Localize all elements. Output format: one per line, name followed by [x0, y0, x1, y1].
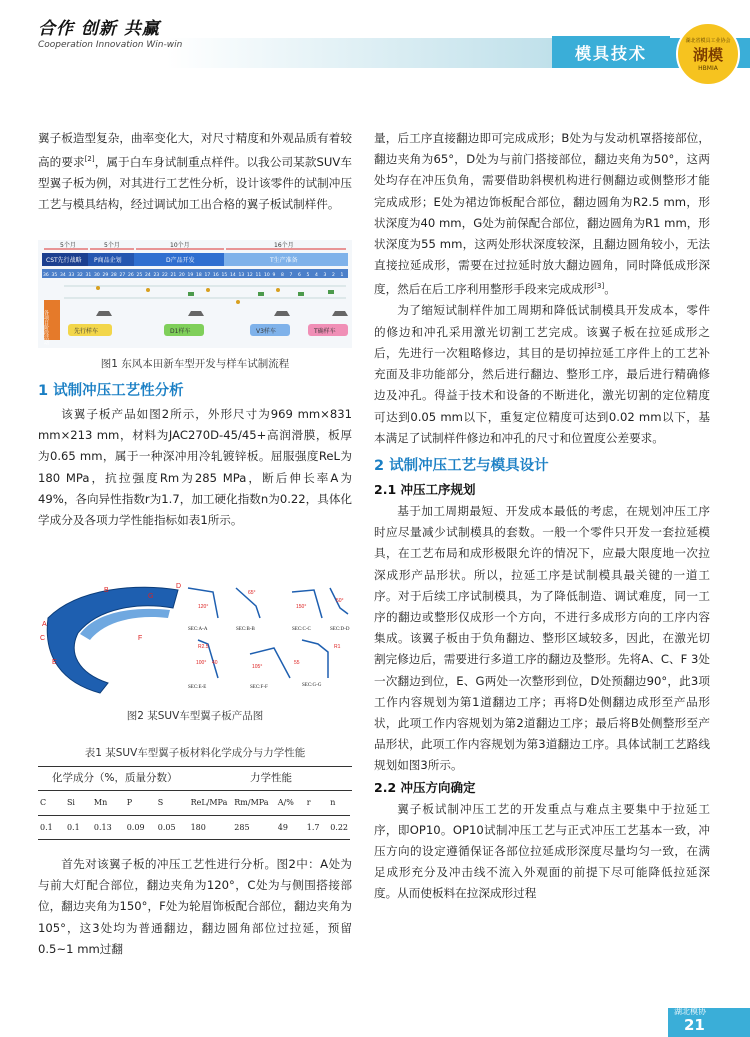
footer-journal: 湖北模协 [674, 1007, 706, 1016]
month-tick: 6 [298, 273, 301, 278]
table-header: C [40, 798, 47, 808]
right-para-3: 基于加工周期最短、开发成本最低的考虑，在规划冲压工序时应尽量减少试制模具的套数。一般一个零件只开发一套拉延模具，在工艺布局和成形极限允许的情况下，应最大限度地一次拉深成形产品形状。所以，拉延工序是试制模具最关键的一道工序。对于后续工序试制模具，为了降低制造、调试难度，同一工序的翻边或整形仅成形一个方向，不进行多成形方向的工序内容集成。该翼子板由于负角翻边、整形区域较多，因此，在激光切割完修边后，需要进行多道工序的翻边及整形。先将A、C、F 3处一次翻边到位，E、G两处一次整形到位，D处预翻边90°，此3项工作内容规划为第1道翻边工序；再将D处侧翻边成形至产品形状，此项工作内容规划为第2道翻边工序；最后将B处侧整形至产品形状，此项工作内容规划为第3道翻边工序。具体试制工艺路线规划如图3所示。 [374, 503, 710, 773]
header-slogan: 合作 创新 共赢 [38, 19, 160, 39]
table-header: r [306, 798, 311, 808]
month-tick: 16 [213, 273, 219, 278]
phase-label: 10个月 [170, 242, 190, 249]
angle-label: 120° [198, 604, 209, 610]
table-cell: 49 [277, 822, 288, 832]
month-tick: 7 [289, 273, 293, 278]
table-1-grid [38, 791, 350, 840]
table-cell: 0.22 [330, 822, 348, 832]
section-label: SEC:B-B [236, 627, 255, 632]
month-tick: 1 [340, 273, 344, 278]
table-header-row [38, 791, 350, 815]
figure-2 [38, 578, 352, 696]
table-cell: 0.1 [66, 822, 80, 832]
side-label: 各项目阶段活动 [43, 310, 49, 345]
month-tick: 20 [179, 273, 185, 278]
table-group-chem: 化学成分（%，质量分数） [52, 772, 178, 784]
angle-label: 105° [252, 664, 263, 670]
table-cell: 0.13 [93, 822, 112, 832]
month-tick: 32 [77, 273, 83, 278]
figure-1-caption: 图1 东风本田新车型开发与样车试制流程 [100, 358, 290, 370]
table-cell: 1.7 [306, 822, 320, 832]
month-tick: 22 [162, 273, 168, 278]
month-tick: 28 [111, 273, 117, 278]
table-1 [38, 766, 352, 840]
phase-label: 5个月 [104, 242, 120, 249]
month-tick: 3 [323, 273, 327, 278]
month-tick: 18 [196, 273, 202, 278]
table-header: n [330, 798, 336, 808]
phase-label: 16个月 [274, 242, 294, 249]
table-header: A/% [277, 798, 294, 808]
right-column [374, 128, 710, 905]
month-tick: 10 [264, 273, 270, 278]
point-label: D [176, 583, 182, 590]
logo-text-top: 湖北省模具工业协会 [685, 37, 731, 44]
point-label: G [148, 593, 154, 600]
table-header: ReL/MPa [190, 798, 228, 808]
point-label: F [138, 635, 143, 642]
month-tick: 29 [102, 273, 109, 278]
angle-label: 50° [336, 598, 344, 604]
point-label: C [40, 635, 46, 642]
table-header: P [126, 798, 133, 808]
month-tick: 2 [332, 273, 335, 278]
point-label: A [42, 621, 47, 628]
car-label: 先行样车 [74, 328, 99, 335]
figure-2-caption: 图2 某SUV车型翼子板产品图 [126, 710, 264, 722]
month-tick: 36 [43, 273, 49, 278]
point-label: E [52, 659, 57, 666]
month-tick: 9 [272, 273, 276, 278]
car-label: D1样车 [170, 328, 191, 335]
left-para-3: 首先对该翼子板的冲压工艺性进行分析。图2中：A处为与前大灯配合部位，翻边夹角为120°，C处为与侧围搭接部位，翻边夹角为150°，F处为轮眉饰板配合部位，翻边夹角为105°，这3处均为普通翻边，翻边圆角部位过拉延，预留0.5~1 mm过翻 [38, 857, 352, 956]
section-2-1-title: 2.1 冲压工序规划 [374, 481, 476, 497]
dim-label: 40 [212, 660, 218, 666]
month-tick: 31 [85, 273, 92, 278]
month-tick: 26 [128, 273, 134, 278]
angle-label: 100° [196, 660, 207, 666]
dim-label: 55 [294, 660, 300, 666]
month-tick: 13 [238, 273, 245, 278]
dev-flow-diagram [38, 240, 352, 348]
month-tick: 27 [119, 273, 126, 278]
section-1-title: 1 试制冲压工艺性分析 [38, 383, 184, 399]
section-label: SEC:E-E [188, 685, 207, 690]
table-group-mech: 力学性能 [250, 772, 292, 784]
section-2-title: 2 试制冲压工艺与模具设计 [374, 457, 549, 474]
logo-mark: 湖模 [692, 45, 723, 64]
car-label: T确样车 [314, 328, 336, 335]
section-2-2-title: 2.2 冲压方向确定 [374, 779, 476, 795]
table-row [38, 815, 350, 839]
table-header: Rm/MPa [234, 798, 269, 808]
month-tick: 25 [136, 273, 143, 278]
association-logo [676, 22, 740, 86]
month-tick: 35 [51, 273, 58, 278]
car-icon [96, 311, 348, 316]
table-cell: 0.1 [40, 822, 53, 832]
table-header: Si [66, 798, 75, 808]
table-1-caption: 表1 某SUV车型翼子板材料化学成分与力学性能 [84, 747, 306, 759]
month-tick: 34 [60, 273, 66, 278]
page-number: 21 [684, 1016, 705, 1034]
left-para-2: 该翼子板产品如图2所示，外形尺寸为969 mm×831 mm×213 mm，材料为JAC270D-45/45+高润滑膜，板厚为0.65 mm，属于一种深冲用冷轧镀锌板。屈服强度ReL为180 MPa，抗拉强度Rm为285 MPa，断后伸长率A为49%，各向异性指数r为1.7，加工硬化指数n为0.22，具体化学成分及各项力学性能指标如表1所示。 [38, 407, 353, 528]
section-label: SEC:A-A [188, 627, 208, 632]
logo-text-main: HBMIA [698, 64, 718, 72]
month-tick: 30 [94, 273, 100, 278]
month-tick: 15 [221, 273, 228, 278]
month-tick: 19 [187, 273, 194, 278]
month-tick: 24 [145, 273, 151, 278]
table-cell: 0.05 [157, 822, 176, 832]
car-label: V3样车 [256, 328, 276, 335]
angle-label: 150° [296, 604, 307, 610]
stage-label: P商品企划 [94, 257, 122, 264]
section-badge: 模具技术 [552, 36, 670, 68]
month-tick: 14 [230, 273, 236, 278]
table-header: Mn [93, 798, 108, 808]
section-label: SEC:G-G [302, 683, 322, 688]
month-tick: 33 [68, 273, 75, 278]
stage-label: T生产准备 [270, 257, 298, 264]
ref-2: [2] [84, 155, 95, 164]
left-bottom [38, 854, 352, 960]
month-tick: 5 [306, 273, 310, 278]
right-para-1: 量，后工序直接翻边即可完成成形；B处为与发动机罩搭接部位，翻边夹角为65°，D处为与前门搭接部位，翻边夹角为50°，这两处均存在冲压负角，需要借助斜楔机构进行侧翻边或侧整形才能完成成形；E处为裙边饰板配合部位，翻边圆角为R2.5 mm，形状深度为40 mm，G处为前保配合部位，翻边圆角为R1 mm，形状深度为55 mm，这两处形状深度较深，且翻边圆角较小，无法直接拉延成形，需要在过拉延时放大翻边圆角，同时降低成形深度，然后在后工序利用整形手段来完成成形[3]。 [374, 131, 710, 297]
section-label: SEC:F-F [250, 685, 268, 690]
phase-label: 5个月 [60, 242, 76, 249]
right-para-4: 翼子板试制冲压工艺的开发重点与难点主要集中于拉延工序，即OP10。OP10试制冲压工艺与正式冲压工艺基本一致，冲压方向的设定遵循保证各部位拉延成形深度尽量均匀一致，在满足成形充分及冲击线不流入外观面的前提下尽可能降低拉延深度。从而使板料在拉深成形过程 [374, 801, 710, 901]
stage-label: CST先行战略 [46, 257, 82, 264]
month-tick: 21 [170, 273, 177, 278]
month-tick: 4 [315, 273, 318, 278]
table-header: S [157, 798, 164, 808]
left-section-1 [38, 380, 352, 531]
month-tick: 17 [204, 273, 211, 278]
dim-label: R2.5 [198, 644, 209, 650]
right-para-2: 为了缩短试制样件加工周期和降低试制模具开发成本，零件的修边和冲孔采用激光切割工艺完成。该翼子板在拉延成形之后，先进行一次粗略修边，其目的是切掉拉延工序件上的工艺补充面及非功能部分，然后进行翻边、整形工序，最后进行精确修边及冲孔。得益于技术和设备的不断进化，激光切割的定位精度可达到0.05 mm以下，重复定位精度可达到0.02 mm以下，基本满足了试制样件修边和冲孔的尺寸和位置度公差要求。 [374, 303, 710, 445]
header-slogan-en: Cooperation Innovation Win-win [38, 40, 183, 50]
month-tick: 12 [247, 273, 253, 278]
figure-1 [38, 240, 352, 348]
fender-drawing [38, 578, 352, 696]
left-para-1: 翼子板造型复杂，曲率变化大，对尺寸精度和外观品质有着较高的要求[2]，属于白车身试制重点样件。以我公司某款SUV车型翼子板为例，对其进行工艺性分析，设计该零件的试制冲压工艺与模具结构，经过调试加工出合格的翼子板试制样件。 [38, 131, 352, 212]
table-cell: 285 [234, 822, 250, 832]
ref-3: [3] [594, 282, 605, 291]
angle-label: 65° [248, 590, 256, 596]
left-column [38, 128, 352, 216]
section-label: SEC:D-D [330, 627, 350, 632]
table-cell: 180 [190, 822, 206, 832]
section-label: SEC:C-C [292, 627, 311, 632]
month-tick: 11 [255, 273, 262, 278]
month-tick: 8 [281, 273, 284, 278]
stage-label: D产品开发 [166, 257, 195, 264]
point-label: B [104, 587, 109, 594]
table-cell: 0.09 [126, 822, 145, 832]
month-tick: 23 [153, 273, 160, 278]
dim-label: R1 [334, 644, 341, 650]
